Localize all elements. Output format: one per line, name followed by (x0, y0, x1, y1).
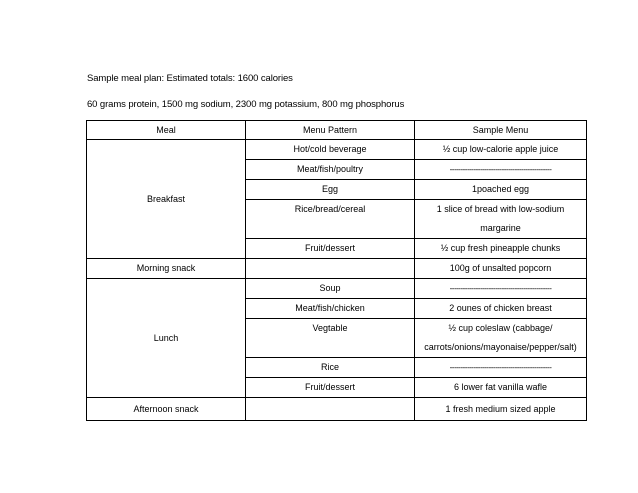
menu-cell: 1 fresh medium sized apple (415, 398, 587, 421)
pattern-cell: Rice/bread/cereal (246, 200, 415, 239)
table-row (87, 140, 587, 160)
menu-cell: 1poached egg (415, 180, 587, 200)
pattern-cell: Fruit/dessert (246, 239, 415, 259)
pattern-cell: Meat/fish/poultry (246, 160, 415, 180)
pattern-cell: Hot/cold beverage (246, 140, 415, 160)
nutrient-totals: 60 grams protein, 1500 mg sodium, 2300 mg potassium, 800 mg phosphorus (87, 99, 405, 110)
menu-cell-empty: ----------------------------------------------- (415, 279, 587, 299)
pattern-cell: Vegtable (246, 319, 415, 358)
meal-morning-snack: Morning snack (87, 259, 246, 279)
menu-cell-empty: ----------------------------------------------- (415, 160, 587, 180)
menu-cell-empty: ----------------------------------------------- (415, 358, 587, 378)
menu-cell: ½ cup fresh pineapple chunks (415, 239, 587, 259)
menu-cell: ½ cup coleslaw (cabbage/ carrots/onions/mayonaise/pepper/salt) (415, 319, 587, 358)
pattern-cell: Soup (246, 279, 415, 299)
menu-cell: 2 ounes of chicken breast (415, 299, 587, 319)
menu-cell: 1 slice of bread with low-sodium margarine (415, 200, 587, 239)
pattern-cell (246, 398, 415, 421)
table-row (87, 279, 587, 299)
meal-breakfast: Breakfast (87, 140, 246, 259)
header-meal: Meal (87, 121, 246, 140)
meal-lunch: Lunch (87, 279, 246, 398)
pattern-cell: Egg (246, 180, 415, 200)
header-sample-menu: Sample Menu (415, 121, 587, 140)
table-row (87, 259, 587, 279)
menu-cell: 100g of unsalted popcorn (415, 259, 587, 279)
pattern-cell: Meat/fish/chicken (246, 299, 415, 319)
table-header-row (87, 121, 587, 140)
meal-plan-table (86, 120, 587, 421)
menu-cell: ½ cup low-calorie apple juice (415, 140, 587, 160)
meal-plan-title: Sample meal plan: Estimated totals: 1600 calories (87, 73, 293, 84)
pattern-cell: Rice (246, 358, 415, 378)
pattern-cell: Fruit/dessert (246, 378, 415, 398)
table-row (87, 398, 587, 421)
meal-afternoon-snack: Afternoon snack (87, 398, 246, 421)
pattern-cell (246, 259, 415, 279)
menu-cell: 6 lower fat vanilla wafle (415, 378, 587, 398)
header-menu-pattern: Menu Pattern (246, 121, 415, 140)
